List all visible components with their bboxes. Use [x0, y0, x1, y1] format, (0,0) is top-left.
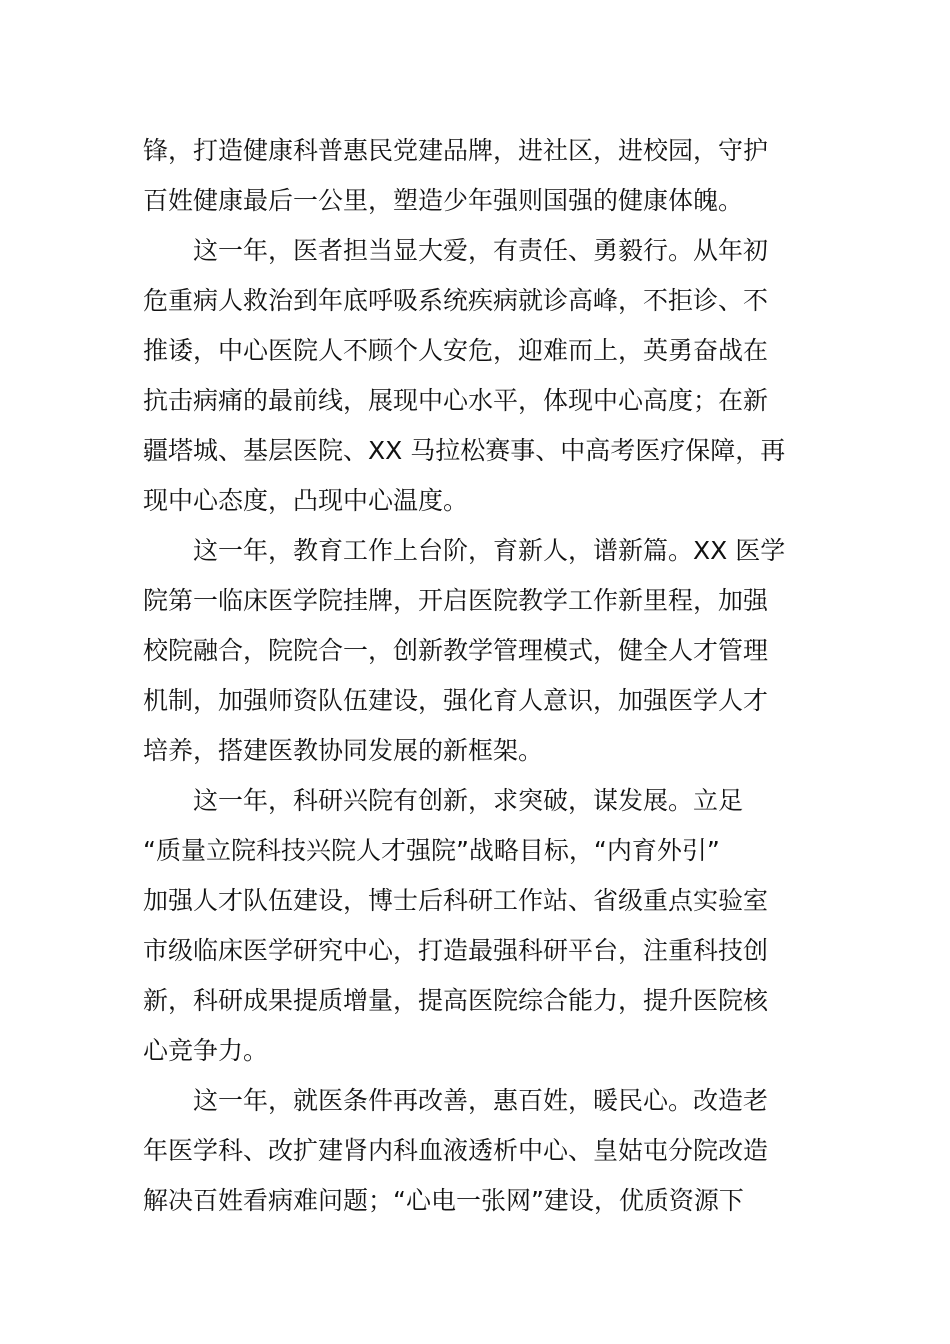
text-line: 这一年，教育工作上台阶，育新人，谱新篇。XX 医学: [143, 536, 786, 565]
text-line: 百姓健康最后一公里，塑造少年强则国强的健康体魄。: [143, 186, 744, 215]
text-line: 机制，加强师资队伍建设，强化育人意识，加强医学人才: [143, 686, 769, 715]
document-body: [143, 126, 813, 1226]
text-line: 市级临床医学研究中心，打造最强科研平台，注重科技创: [143, 936, 769, 965]
text-line: 这一年，科研兴院有创新，求突破，谋发展。立足: [143, 786, 744, 815]
text-line: 解决百姓看病难问题；“心电一张网”建设，优质资源下: [143, 1186, 744, 1215]
text-line: 现中心态度，凸现中心温度。: [143, 486, 469, 515]
text-line: 危重病人救治到年底呼吸系统疾病就诊高峰，不拒诊、不: [143, 286, 769, 315]
text-line: 锋，打造健康科普惠民党建品牌，进社区，进校园，守护: [143, 136, 769, 165]
text-line: 推诿，中心医院人不顾个人安危，迎难而上，英勇奋战在: [143, 336, 769, 365]
text-line: 加强人才队伍建设，博士后科研工作站、省级重点实验室: [143, 886, 769, 915]
text-line: 年医学科、改扩建肾内科血液透析中心、皇姑屯分院改造: [143, 1136, 769, 1165]
text-line: 这一年，医者担当显大爱，有责任、勇毅行。从年初: [143, 236, 769, 265]
text-line: 心竞争力。: [143, 1036, 269, 1065]
text-line: 抗击病痛的最前线，展现中心水平，体现中心高度；在新: [143, 386, 769, 415]
text-line: “质量立院科技兴院人才强院”战略目标，“内育外引”: [143, 836, 720, 865]
text-line: 培养，搭建医教协同发展的新框架。: [143, 736, 544, 765]
text-line: 院第一临床医学院挂牌，开启医院教学工作新里程，加强: [143, 586, 769, 615]
text-line: 疆塔城、基层医院、XX 马拉松赛事、中高考医疗保障，再: [143, 436, 786, 465]
text-line: 这一年，就医条件再改善，惠百姓，暖民心。改造老: [143, 1086, 769, 1115]
text-line: 校院融合，院院合一，创新教学管理模式，健全人才管理: [143, 636, 769, 665]
text-line: 新，科研成果提质增量，提高医院综合能力，提升医院核: [143, 986, 769, 1015]
